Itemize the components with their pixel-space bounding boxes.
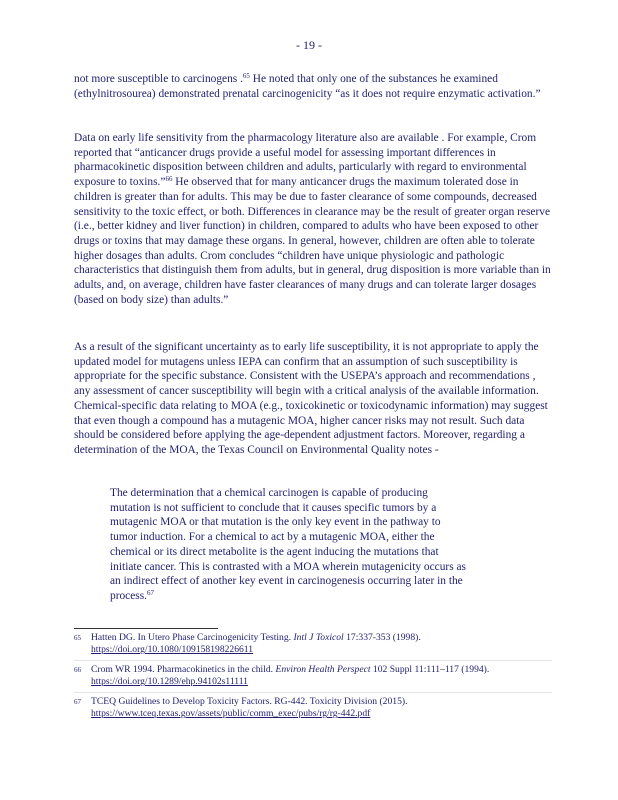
paragraph-1 xyxy=(74,72,552,101)
footnote-number: 65 xyxy=(74,634,81,642)
footnote-separator xyxy=(74,660,552,661)
paragraph-2-cont: He observed that for many anticancer drugs the maximum tolerated dose in children is greater than for adults. This may be due to faster clearance of some compounds, decreased sensitivity to the toxic effect, or both. Differences in clearance may be the result of greater organ reserve (i.e., better kidney and liver function) in children, compared to adults who have been exposed to other drugs or toxins that may damage these organs. In general, however, children are often able to tolerate higher dosages than adults. Crom concludes “children have unique physiologic and pathologic characteristics that distinguish them from adults, but in general, drug disposition is more variable than in adults, and, on average, children have faster clearances of many drugs and can tolerate larger dosages (based on body size) than adults.” xyxy=(74,176,551,306)
footnote-link[interactable]: https://doi.org/10.1289/ehp.94102s11111 xyxy=(91,676,248,688)
footnote-ref-65[interactable]: 65 xyxy=(242,72,250,80)
footnote-link[interactable]: https://doi.org/10.1080/109158198226611 xyxy=(91,644,254,656)
footnote-separator xyxy=(74,692,552,693)
paragraph-2 xyxy=(74,131,552,307)
footnote-journal: Environ Health Perspect xyxy=(275,664,371,675)
paragraph-3 xyxy=(74,340,552,458)
footnote-number: 67 xyxy=(74,698,81,706)
block-quote-text: The determination that a chemical carcinogen is capable of producing mutation is not sufficient to conclude that it causes specific tumors by a mutagenic MOA or that mutation is the only key event in the pathway to tumor induction. For a chemical to act by a mutagenic MOA, either the chemical or its direct metabolite is the agent inducing the mutations that initiate cancer. This is contrasted with a MOA wherein mutagenicity occurs as an indirect effect of another key event in carcinogenesis occurring later in the process. xyxy=(110,487,466,602)
footnote-67 xyxy=(74,696,552,720)
footnote-65 xyxy=(74,632,552,656)
paragraph-3-text: As a result of the significant uncertainty as to early life susceptibility, it is not appropriate to apply the updated model for mutagens unless IEPA can confirm that an assumption of such susceptibility is appropriate for the specific substance. Consistent with the USEPA’s approach and recommendations , any assessment of cancer susceptibility will begin with a critical analysis of the available information. Chemical-specific data relating to MOA (e.g., toxicokinetic or toxicodynamic information) may suggest that even though a compound has a mutagenic MOA, higher cancer risks may not result. Such data should be considered before applying the age-dependent adjustment factors. Moreover, regarding a determination of the MOA, the Texas Council on Environmental Quality notes - xyxy=(74,341,548,456)
footnote-number: 66 xyxy=(74,666,81,674)
block-quote xyxy=(110,486,470,604)
footnote-journal: Intl J Toxicol xyxy=(293,632,344,643)
footnote-text: Hatten DG. In Utero Phase Carcinogenicity Testing. xyxy=(91,632,294,643)
footnote-text-end: 17:337-353 (1998). xyxy=(343,632,421,643)
footnote-ref-66[interactable]: 66 xyxy=(165,175,173,184)
footnote-text-end: 102 Suppl 11:111–117 (1994). xyxy=(370,664,490,675)
footnote-link[interactable]: https://www.tceq.texas.gov/assets/public/comm_exec/pubs/rg/rg-442.pdf xyxy=(91,708,371,720)
paragraph-1-cont: He noted that only one of the substances he examined (ethylnitrosourea) demonstrated prenatal carcinogenicity “as it does not require enzymatic activation.” xyxy=(74,73,541,100)
footnote-divider xyxy=(74,628,218,629)
paragraph-1-text: not more susceptible to carcinogens . xyxy=(74,73,243,85)
paragraph-2-text: Data on early life sensitivity from the pharmacology literature also are available . For example, Crom reported that “anticancer drugs provide a useful model for assessing important differences in pharmacokinetic disposition between children and adults, particularly with regard to environmental exposure to toxins.” xyxy=(74,132,537,189)
page-number: - 19 - xyxy=(296,38,322,52)
footnote-text: TCEQ Guidelines to Develop Toxicity Factors. RG-442. Toxicity Division (2015). xyxy=(91,696,408,707)
footnote-ref-67[interactable]: 67 xyxy=(147,588,155,597)
footnote-text: Crom WR 1994. Pharmacokinetics in the child. xyxy=(91,664,276,675)
footnote-66 xyxy=(74,664,552,688)
